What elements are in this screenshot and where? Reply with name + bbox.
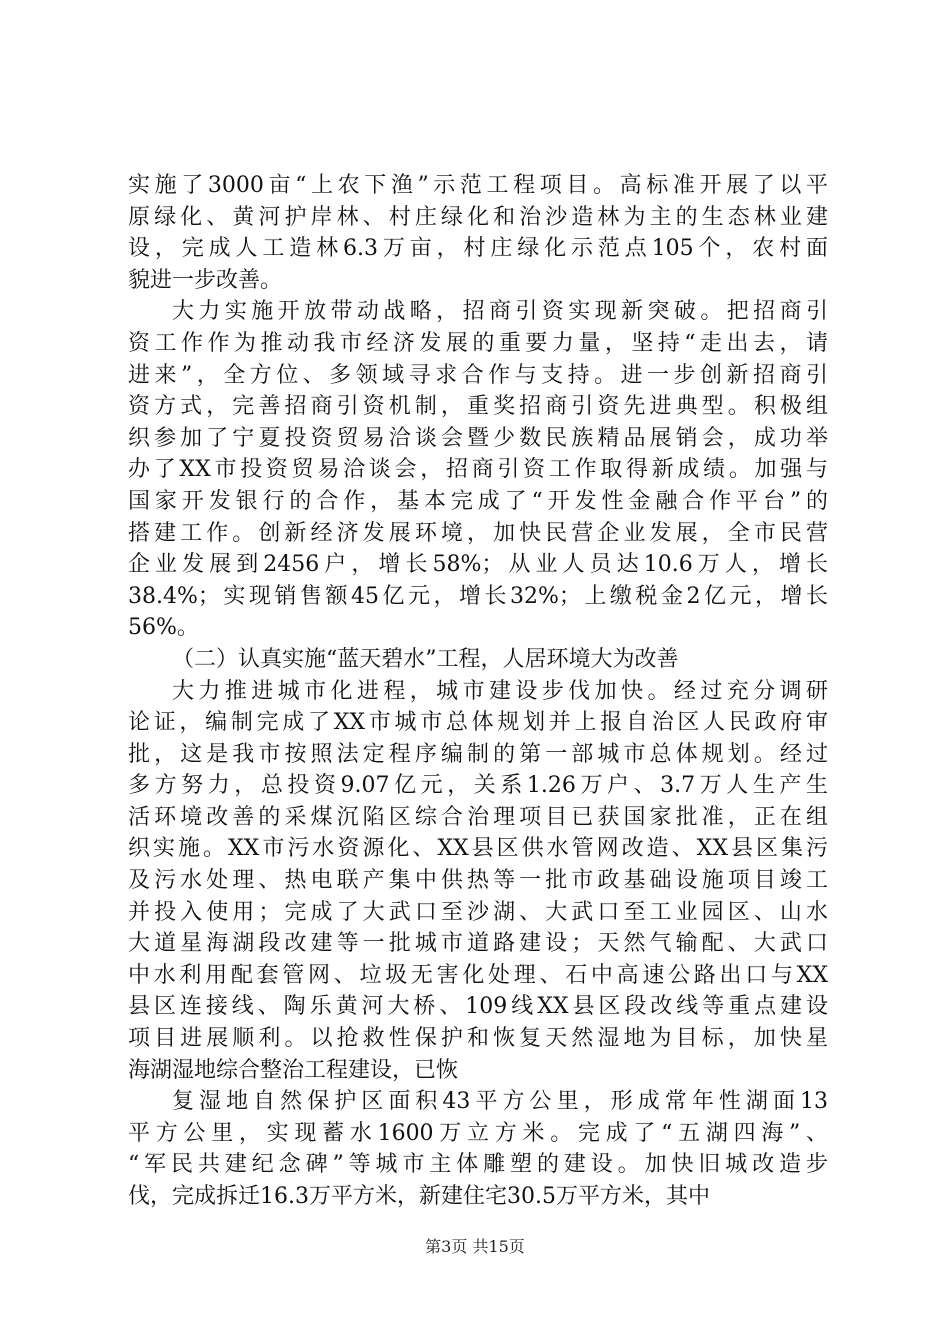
text-line: 织实施。XX市污水资源化、XX县区供水管网改造、XX县区集污: [128, 836, 828, 862]
text-line: 伐，完成拆迁16.3万平方米，新建住宅30.5万平方米，其中: [128, 1184, 710, 1209]
paragraph: [128, 170, 828, 296]
text-line: 56%。: [128, 615, 199, 641]
text-line: 及污水处理、热电联产集中供热等一批市政基础设施项目竣工: [128, 868, 828, 894]
text-line: 原绿化、黄河护岸林、村庄绿化和治沙造林为主的生态林业建: [128, 204, 828, 230]
text-line: 并投入使用；完成了大武口至沙湖、大武口至工业园区、山水: [128, 899, 828, 925]
text-line: 资工作作为推动我市经济发展的重要力量，坚持“走出去，请: [128, 330, 828, 356]
text-line: 中水利用配套管网、垃圾无害化处理、石中高速公路出口与XX: [128, 962, 828, 988]
text-line: 貌进一步改善。: [128, 267, 283, 293]
text-line: 大道星海湖段改建等一批城市道路建设；天然气输配、大武口: [128, 931, 828, 957]
text-line: 设，完成人工造林6.3万亩，村庄绿化示范点105个，农村面: [128, 236, 828, 262]
body-text: [128, 170, 828, 1213]
text-line: 资方式，完善招商引资机制，重奖招商引资先进典型。积极组: [128, 394, 828, 420]
text-line: 批，这是我市按照法定程序编制的第一部城市总体规划。经过: [128, 741, 828, 767]
page-footer: 第3页 共15页: [425, 1237, 525, 1256]
text-line: 大力推进城市化进程，城市建设步伐加快。经过充分调研: [172, 678, 828, 704]
paragraph: [128, 644, 828, 676]
text-line: 38.4%；实现销售额45亿元，增长32%；上缴税金2亿元，增长: [128, 583, 828, 609]
text-line: 活环境改善的采煤沉陷区综合治理项目已获国家批准，正在组: [128, 804, 828, 830]
paragraph: [128, 676, 828, 1087]
text-line: 县区连接线、陶乐黄河大桥、109线XX县区段改线等重点建设: [128, 994, 828, 1020]
text-line: 平方公里，实现蓄水1600万立方米。完成了“五湖四海”、: [128, 1120, 828, 1146]
text-line: 复湿地自然保护区面积43平方公里，形成常年性湖面13: [172, 1089, 828, 1115]
text-line: 办了XX市投资贸易洽谈会，招商引资工作取得新成绩。加强与: [128, 457, 828, 483]
text-line: 大力实施开放带动战略，招商引资实现新突破。把招商引: [172, 299, 828, 325]
text-line: 海湖湿地综合整治工程建设，已恢: [128, 1057, 459, 1083]
text-line: 实施了3000亩“上农下渔”示范工程项目。高标准开展了以平: [128, 173, 828, 198]
paragraph: [128, 1086, 828, 1212]
text-line: 论证，编制完成了XX市城市总体规划并上报自治区人民政府审: [128, 710, 828, 736]
text-line: 搭建工作。创新经济发展环境，加快民营企业发展，全市民营: [128, 520, 828, 546]
text-line: 企业发展到2456户，增长58%；从业人员达10.6万人，增长: [128, 552, 828, 578]
text-line: 进来”，全方位、多领域寻求合作与支持。进一步创新招商引: [128, 362, 828, 388]
text-line: 织参加了宁夏投资贸易洽谈会暨少数民族精品展销会，成功举: [128, 425, 828, 451]
text-line: 国家开发银行的合作，基本完成了“开发性金融合作平台”的: [128, 488, 828, 514]
text-line: 项目进展顺利。以抢救性保护和恢复天然湿地为目标，加快星: [128, 1026, 828, 1052]
text-line: “军民共建纪念碑”等城市主体雕塑的建设。加快旧城改造步: [128, 1152, 828, 1178]
paragraph: [128, 296, 828, 644]
text-line: 多方努力，总投资9.07亿元，关系1.26万户、3.7万人生产生: [128, 773, 828, 799]
text-line: （二）认真实施“蓝天碧水”工程，人居环境大为改善: [172, 646, 679, 672]
